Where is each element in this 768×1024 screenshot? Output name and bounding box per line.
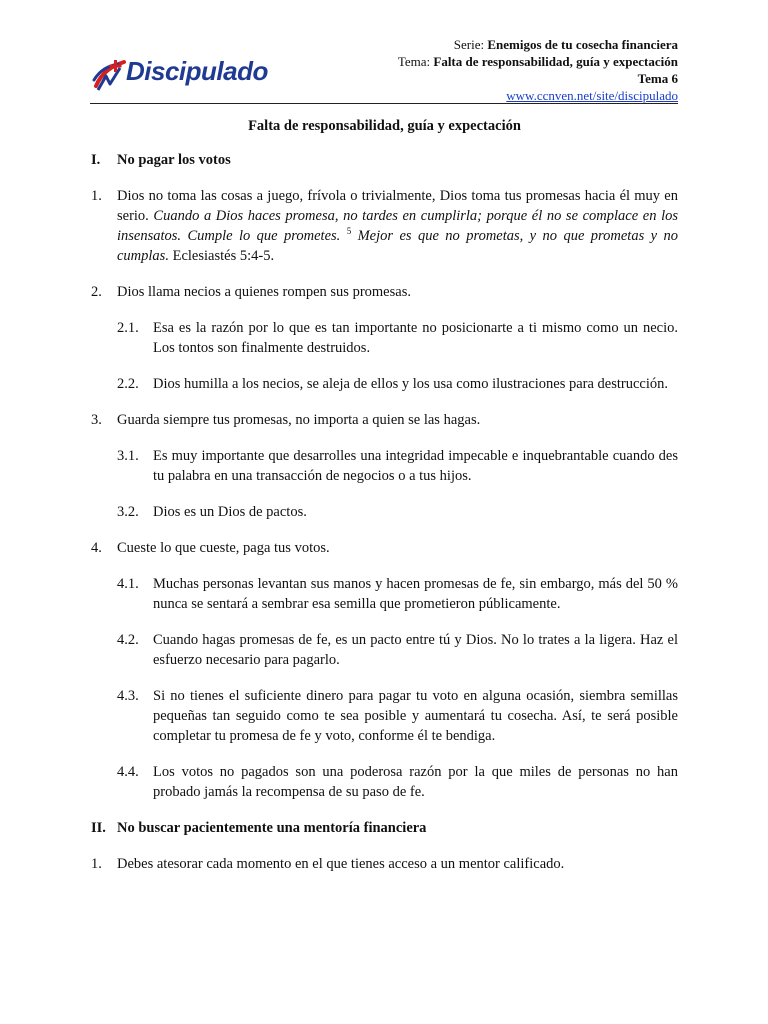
item-number: 2. [91, 284, 102, 300]
document-title: Falta de responsabilidad, guía y expectación [248, 118, 521, 134]
subitem-text: Es muy importante que desarrolles una integridad impecable e inquebrantable cuando des tu palabra en una transacción de negocios o a tus hijos. [153, 448, 678, 484]
item-text: Guarda siempre tus promesas, no importa a quien se las hagas. [117, 412, 481, 428]
header-divider [90, 103, 678, 104]
item-text: Dios llama necios a quienes rompen sus promesas. [117, 284, 411, 300]
list-item [91, 282, 678, 302]
scripture-quote: Cuando a Dios haces promesa, no tardes en cumplirla; porque él no se complace en los insensatos. Cumple lo que prometes. [117, 208, 679, 244]
document-body [91, 116, 678, 890]
item-text: Cueste lo que cueste, paga tus votos. [117, 540, 330, 556]
discipulado-logo [92, 52, 272, 98]
scripture-reference: Eclesiastés 5:4-5. [168, 248, 275, 264]
item-text: Debes atesorar cada momento en el que tienes acceso a un mentor calificado. [117, 856, 565, 872]
item-number: 1. [91, 188, 102, 204]
sub-list-item [117, 574, 678, 614]
item-text-plain: Dios no toma las cosas a juego, frívola o trivialmente, Dios toma tus promesas hacia él muy en serio. [117, 188, 678, 224]
serie-label: Serie: [453, 37, 488, 52]
tema-label: Tema: [397, 54, 434, 69]
subitem-number: 4.3. [117, 688, 139, 704]
list-item [91, 186, 678, 266]
verse-number: 5 [346, 226, 352, 237]
tema-value: Falta de responsabilidad, guía y expectación [433, 54, 678, 69]
item-text [117, 186, 678, 266]
subitem-number: 2.1. [117, 320, 139, 336]
subitem-text: Esa es la razón por lo que es tan importante no posicionarte a ti mismo como un necio. Los tontos son finalmente destruidos. [153, 320, 678, 356]
subitem-number: 2.2. [117, 376, 139, 392]
subitem-number: 4.4. [117, 764, 139, 780]
sub-list-item [117, 762, 678, 802]
list-item [91, 538, 678, 558]
subitem-text: Muchas personas levantan sus manos y hacen promesas de fe, sin embargo, más del 50 % nunca se sentará a sembrar esa semilla que prometieron públicamente. [153, 576, 678, 612]
tema-number-text: Tema 6 [637, 71, 678, 86]
serie-value: Enemigos de tu cosecha financiera [487, 37, 678, 52]
list-item [91, 854, 678, 874]
site-link[interactable]: www.ccnven.net/site/discipulado [506, 88, 678, 103]
subitem-number: 4.2. [117, 632, 139, 648]
url-line [398, 87, 678, 104]
scripture-quote-2: Mejor es que no prometas, y no que prometas y no cumplas. [117, 228, 678, 264]
item-number: 1. [91, 856, 102, 872]
document-header [398, 36, 678, 104]
item-number: 4. [91, 540, 102, 556]
item-number: 3. [91, 412, 102, 428]
logo-text: Discipulado [126, 56, 268, 86]
subitem-number: 4.1. [117, 576, 139, 592]
sub-list-item [117, 502, 678, 522]
sub-list-item [117, 446, 678, 486]
sub-list-item [117, 318, 678, 358]
sub-list-item [117, 630, 678, 670]
section-title: No buscar pacientemente una mentoría financiera [117, 820, 427, 836]
tema-line [398, 53, 678, 70]
section-number: I. [91, 152, 101, 168]
subitem-text: Dios humilla a los necios, se aleja de ellos y los usa como ilustraciones para destrucción. [153, 376, 669, 392]
subitem-number: 3.1. [117, 448, 139, 464]
logo-mark-icon [92, 58, 126, 94]
list-item [91, 410, 678, 430]
tema-number [398, 70, 678, 87]
section-title: No pagar los votos [117, 152, 231, 168]
subitem-text: Si no tienes el suficiente dinero para pagar tu voto en alguna ocasión, siembra semillas pequeñas tan seguido como te sea posible y aumentará tu cosecha. Así, te será posible completar tu promesa de fe y voto, conforme él te bendiga. [153, 688, 678, 744]
section-heading [91, 150, 678, 170]
subitem-text: Dios es un Dios de pactos. [153, 504, 307, 520]
sub-list-item [117, 374, 678, 394]
section-number: II. [91, 820, 106, 836]
subitem-text: Cuando hagas promesas de fe, es un pacto entre tú y Dios. No lo trates a la ligera. Haz el esfuerzo necesario para pagarlo. [153, 632, 678, 668]
section-heading [91, 818, 678, 838]
sub-list-item [117, 686, 678, 746]
subitem-number: 3.2. [117, 504, 139, 520]
subitem-text: Los votos no pagados son una poderosa razón por la que miles de personas no han probado jamás la recompensa de su paso de fe. [153, 764, 678, 800]
serie-line [398, 36, 678, 53]
